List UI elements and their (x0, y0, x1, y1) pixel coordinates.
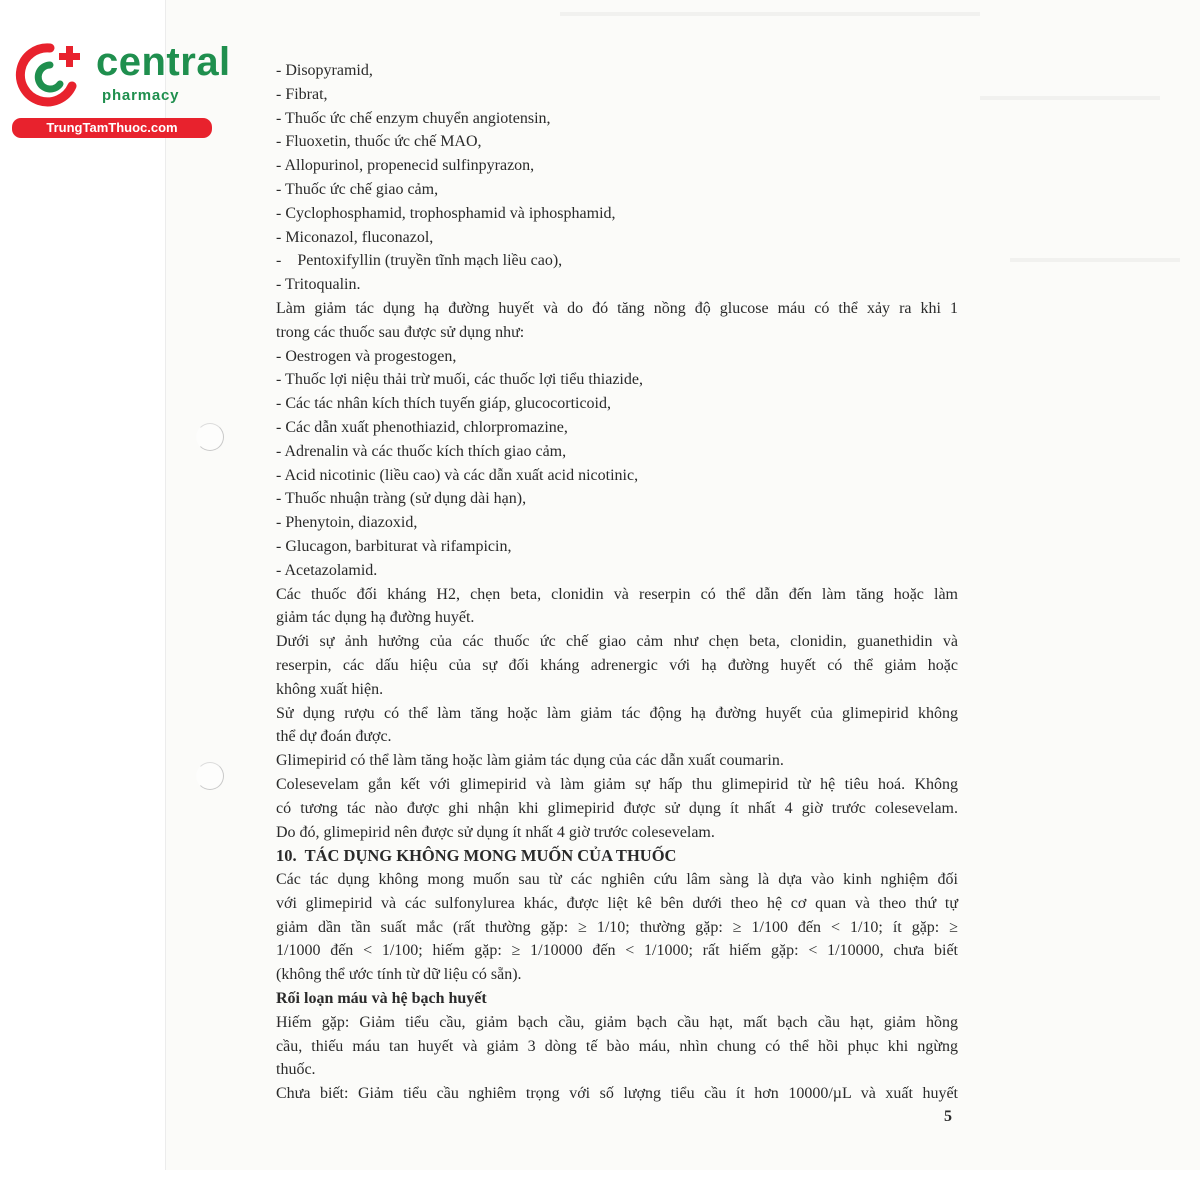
paragraph-line: cầu, thiếu máu tan huyết và giảm 3 dòng tế bào máu, nhìn chung có thể hồi phục khi ngừng (276, 1037, 958, 1055)
list-item: - Cyclophosphamid, trophosphamid và iphosphamid, (276, 204, 616, 222)
list-item: - Adrenalin và các thuốc kích thích giao cảm, (276, 442, 567, 460)
list-item: - Acetazolamid. (276, 561, 378, 579)
paragraph-line: Dưới sự ảnh hưởng của các thuốc ức chế giao cảm như chẹn beta, clonidin, guanethidin và (276, 633, 958, 651)
list-item: - Thuốc ức chế enzym chuyển angiotensin, (276, 109, 551, 127)
paragraph-line: Chưa biết: Giảm tiểu cầu nghiêm trọng với số lượng tiểu cầu ít hơn 10000/µL và xuất huyết (276, 1085, 958, 1103)
list-item: - Fibrat, (276, 85, 328, 103)
paragraph-line: có tương tác nào được ghi nhận khi glimepirid được sử dụng ít nhất 4 giờ trước colesevelam. (276, 799, 958, 817)
list-item: - Oestrogen và progestogen, (276, 347, 457, 365)
section-heading: 10. TÁC DỤNG KHÔNG MONG MUỐN CỦA THUỐC (276, 846, 677, 866)
list-item: - Phenytoin, diazoxid, (276, 514, 418, 532)
list-item: - Miconazol, fluconazol, (276, 228, 434, 246)
punch-hole (196, 423, 224, 451)
paragraph-line: Các tác dụng không mong muốn sau từ các nghiên cứu lâm sàng là dựa vào kinh nghiệm đối (276, 871, 958, 889)
paragraph-line: trong các thuốc sau được sử dụng như: (276, 323, 525, 341)
paragraph-line: Glimepirid có thể làm tăng hoặc làm giảm tác dụng của các dẫn xuất coumarin. (276, 752, 784, 770)
punch-hole (196, 762, 224, 790)
list-item: - Pentoxifyllin (truyền tĩnh mạch liều cao), (276, 252, 563, 270)
document-body (276, 59, 958, 1106)
paragraph-line: Làm giảm tác dụng hạ đường huyết và do đó tăng nồng độ glucose máu có thể xảy ra khi 1 (276, 299, 958, 317)
paragraph-line: reserpin, các dấu hiệu của sự đối kháng adrenergic với hạ đường huyết có thể giảm hoặc (276, 656, 958, 674)
central-pharmacy-logo-icon (10, 38, 90, 108)
subsection-heading: Rối loạn máu và hệ bạch huyết (276, 990, 487, 1008)
paragraph-line: với glimepirid và các sulfonylurea khác, được liệt kê bên dưới theo hệ cơ quan và theo thứ tự (276, 894, 958, 912)
paragraph-line: Do đó, glimepirid nên được sử dụng ít nhất 4 giờ trước colesevelam. (276, 823, 715, 841)
paragraph-line: giảm tác dụng hạ đường huyết. (276, 609, 475, 627)
brand-url-badge[interactable]: TrungTamThuoc.com (12, 118, 212, 138)
paragraph-line: Sử dụng rượu có thể làm tăng hoặc làm giảm tác động hạ đường huyết của glimepirid không (276, 704, 958, 722)
list-item: - Thuốc lợi niệu thải trừ muối, các thuốc lợi tiểu thiazide, (276, 371, 643, 389)
paragraph-line: 1/1000 đến < 1/100; hiếm gặp: ≥ 1/10000 đến < 1/1000; rất hiếm gặp: < 1/10000, chưa biết (276, 942, 958, 960)
paragraph-line: (không thể ước tính từ dữ liệu có sẵn). (276, 966, 522, 984)
brand-subtitle: pharmacy (102, 87, 180, 104)
list-item: - Các tác nhân kích thích tuyến giáp, glucocorticoid, (276, 395, 611, 413)
paragraph-line: Các thuốc đối kháng H2, chẹn beta, clonidin và reserpin có thể dẫn đến làm tăng hoặc làm (276, 585, 958, 603)
list-item: - Disopyramid, (276, 62, 373, 79)
list-item: - Fluoxetin, thuốc ức chế MAO, (276, 133, 482, 151)
list-item: - Tritoqualin. (276, 276, 361, 294)
paragraph-line: Hiếm gặp: Giảm tiểu cầu, giảm bạch cầu, giảm bạch cầu hạt, mất bạch cầu hạt, giảm hồng (276, 1013, 958, 1031)
paragraph-line: Colesevelam gắn kết với glimepirid và làm giảm sự hấp thu glimepirid từ hệ tiêu hoá. Không (276, 775, 958, 793)
list-item: - Các dẫn xuất phenothiazid, chlorpromazine, (276, 418, 568, 436)
bleed-through-mark (560, 12, 980, 16)
paragraph-line: thể dự đoán được. (276, 728, 392, 746)
brand-name: central (96, 40, 231, 84)
list-item: - Acid nicotinic (liều cao) và các dẫn xuất acid nicotinic, (276, 466, 639, 484)
paragraph-line: thuốc. (276, 1061, 316, 1079)
bleed-through-mark (980, 96, 1160, 100)
page-number: 5 (944, 1108, 952, 1125)
central-pharmacy-logo[interactable] (10, 38, 231, 138)
bleed-through-mark (1010, 258, 1180, 262)
paragraph-line: không xuất hiện. (276, 680, 384, 698)
list-item: - Allopurinol, propenecid sulfinpyrazon, (276, 157, 535, 175)
list-item: - Thuốc ức chế giao cảm, (276, 180, 439, 198)
list-item: - Thuốc nhuận tràng (sử dụng dài hạn), (276, 490, 527, 508)
paragraph-line: giảm dần tần suất mắc (rất thường gặp: ≥ 1/10; thường gặp: ≥ 1/100 đến < 1/10; ít gặp: ≥ (276, 918, 958, 936)
list-item: - Glucagon, barbiturat và rifampicin, (276, 537, 512, 555)
